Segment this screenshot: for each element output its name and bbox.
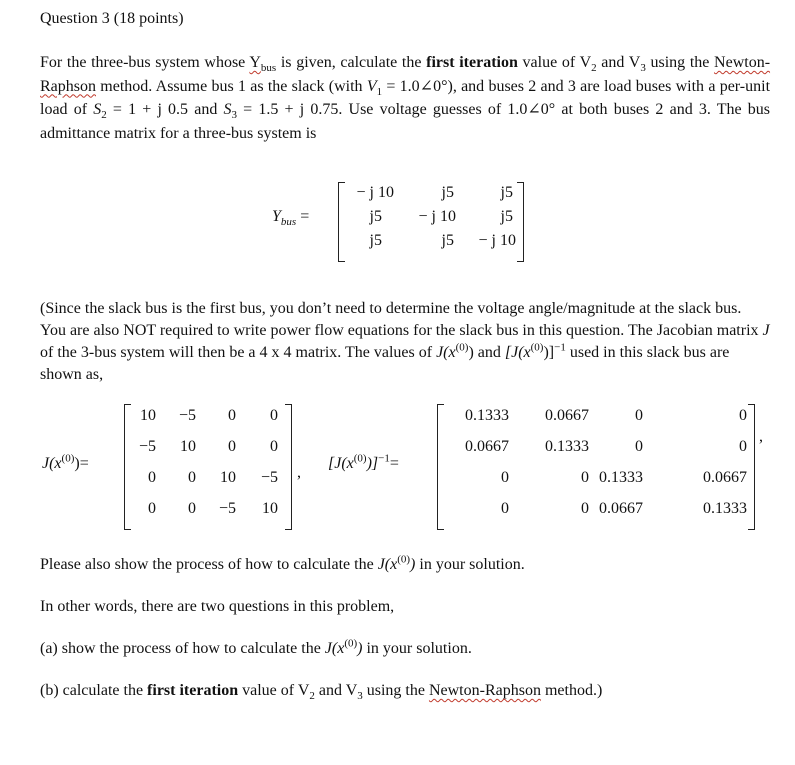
ybus-cell: − j 10 <box>478 232 516 249</box>
right-bracket <box>285 404 292 530</box>
jacobian-cell: −5 <box>260 469 278 486</box>
jacobian-label: $J(x^{(0)})=$ <box>42 452 89 472</box>
jinv-comma: , <box>759 428 763 445</box>
jinv-cell: 0.1333 <box>465 407 509 424</box>
jacobian-cell: 0 <box>188 500 196 517</box>
problem-statement: For the three-bus system whose $Y_{bus}$ is given, calculate the first iteration value of $V_2$ and $V_3$ using the Newton-Raphson method. Assume bus 1 as the slack (with $V_1$ = 1.0∠0°), and buses 2 and 3 are load buses with a per-unit load of $S_2 = 1 + j$ 0.5 and $S_3 = 1.5 + j$ 0.75. Use voltage guesses of 1.0∠0° at both buses 2 and 3. The bus admittance matrix for a three-bus system is <box>40 54 771 142</box>
jacobian-cell: 10 <box>140 407 156 424</box>
jinv-cell: 0.1333 <box>545 438 589 455</box>
right-bracket <box>748 404 755 530</box>
jinv-cell: 0.1333 <box>703 500 747 517</box>
jinv-cell: 0.0667 <box>465 438 509 455</box>
jacobian-cell: 0 <box>270 407 278 424</box>
jinv-cell: 0 <box>635 438 643 455</box>
question-title: Question 3 (18 points) <box>40 10 184 27</box>
jinv-label: $[J(x^{(0)})]^{-1}=$ <box>328 452 399 472</box>
jinv-cell: 0 <box>581 500 589 517</box>
jinv-cell: 0.0667 <box>703 469 747 486</box>
jinv-cell: 0.1333 <box>599 469 643 486</box>
jacobian-cell: −5 <box>218 500 236 517</box>
ybus-label: $Y_{bus}$ = <box>272 208 310 229</box>
ybus-cell: j5 <box>369 208 382 225</box>
jacobian-cell: 0 <box>148 500 156 517</box>
ybus-cell: j5 <box>441 184 454 201</box>
jacobian-cell: 10 <box>180 438 196 455</box>
jacobian-cell: 10 <box>220 469 236 486</box>
footer-line-2: In other words, there are two questions in this problem, <box>40 598 395 615</box>
jinv-cell: 0 <box>739 407 747 424</box>
jacobian-cell: 0 <box>148 469 156 486</box>
right-bracket <box>517 182 524 262</box>
ybus-matrix <box>338 182 524 262</box>
footer-line-4: (b) calculate the first iteration value of $V_2$ and $V_3$ using the Newton-Raphson method.) <box>40 682 603 703</box>
jinv-cell: 0 <box>739 438 747 455</box>
ybus-cell: − j 10 <box>418 208 456 225</box>
jinv-cell: 0.0667 <box>599 500 643 517</box>
jinv-cell: 0.0667 <box>545 407 589 424</box>
ybus-term: $Y_{bus}$ <box>249 54 277 75</box>
jinv-cell: 0 <box>581 469 589 486</box>
jacobian-cell: −5 <box>138 438 156 455</box>
footer-line-3: (a) show the process of how to calculate the $J(x^{(0)})$ in your solution. <box>40 637 472 657</box>
jacobian-cell: 0 <box>228 407 236 424</box>
jacobian-comma: , <box>297 464 301 481</box>
first-iteration-bold: first iteration <box>426 54 518 71</box>
ybus-cell: j5 <box>369 232 382 249</box>
ybus-cell: − j 10 <box>356 184 394 201</box>
ybus-cell: j5 <box>500 184 513 201</box>
jacobian-cell: 0 <box>188 469 196 486</box>
left-bracket <box>124 404 131 530</box>
jacobian-cell: 0 <box>270 438 278 455</box>
footer-line-1: Please also show the process of how to calculate the $J(x^{(0)})$ in your solution. <box>40 553 525 573</box>
jacobian-cell: 10 <box>262 500 278 517</box>
text: For the three-bus system whose <box>40 54 250 71</box>
jinv-cell: 0 <box>501 469 509 486</box>
ybus-cell: j5 <box>441 232 454 249</box>
jacobian-cell: 0 <box>228 438 236 455</box>
jacobian-cell: −5 <box>178 407 196 424</box>
jinv-cell: 0 <box>635 407 643 424</box>
newton-raphson-term: Newton-Raphson <box>40 54 771 95</box>
note-paragraph: (Since the slack bus is the first bus, you don’t need to determine the voltage angle/magnitude at the slack bus. You are also NOT required to write power flow equations for the slack bus in this question. The Jacobian matrix J of the 3-bus system will then be a 4 x 4 matrix. The values of $J(x^{(0)})$ and $[J(x^{(0)})]^{-1}$ used in this slack bus are shown as, <box>40 300 770 383</box>
ybus-cell: j5 <box>500 208 513 225</box>
jinv-cell: 0 <box>501 500 509 517</box>
